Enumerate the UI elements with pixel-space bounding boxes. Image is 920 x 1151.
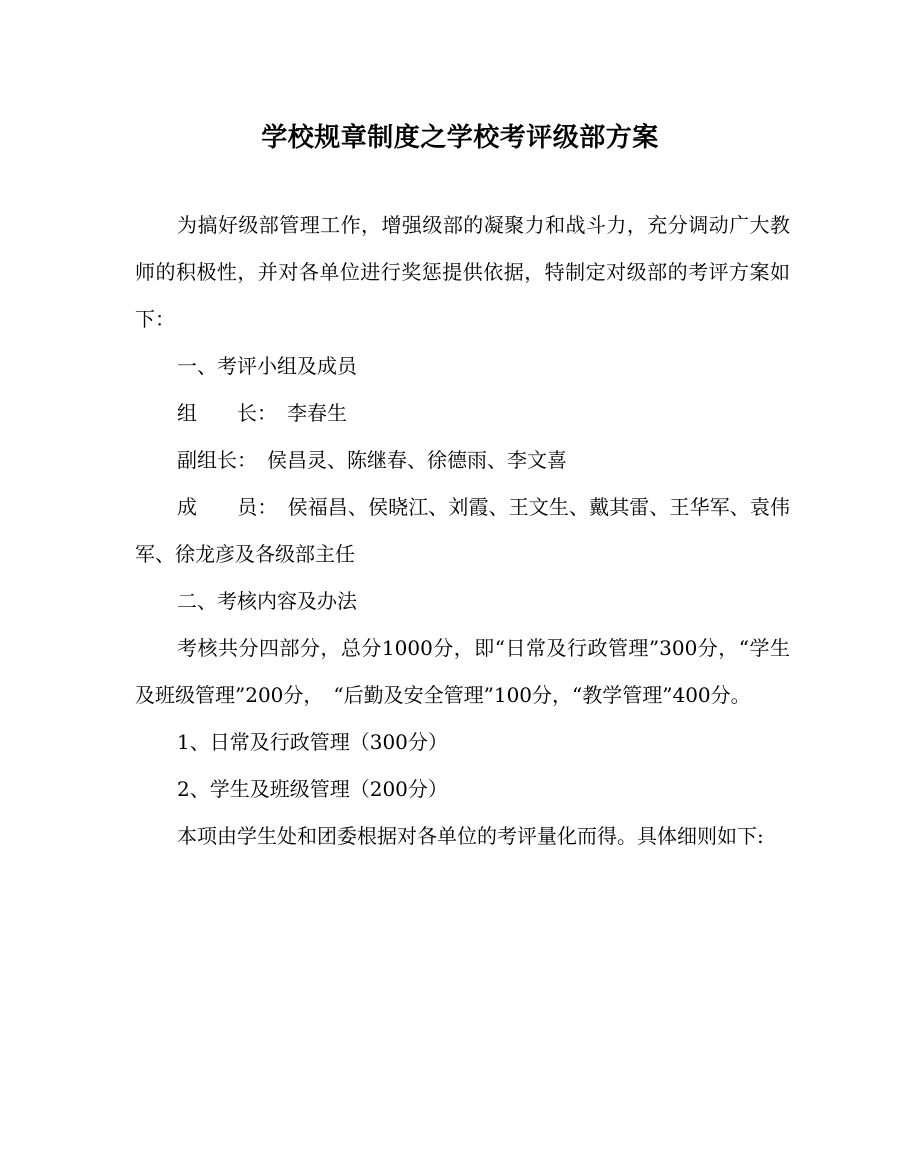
document-title: 学校规章制度之学校考评级部方案 — [261, 123, 659, 153]
intro-paragraph: 为搞好级部管理工作，增强级部的凝聚力和战斗力，充分调动广大教师的积极性，并对各单位进行奖惩提供依据，特制定对级部的考评方案如下： — [135, 213, 790, 331]
item-daily-administration: 1、日常及行政管理（300分） — [177, 730, 448, 754]
section-heading-assessment: 二、考核内容及办法 — [177, 589, 357, 613]
document-body — [135, 202, 790, 860]
assessment-overview-paragraph: 考核共分四部分，总分1000分，即“日常及行政管理”300分，“学生及班级管理”200分， “后勤及安全管理”100分，“教学管理”400分。 — [135, 636, 790, 707]
committee-leader: 组 长： 李春生 — [177, 401, 347, 425]
committee-deputy-leaders: 副组长： 侯昌灵、陈继春、徐德雨、李文喜 — [177, 448, 567, 472]
section-heading-committee: 一、考评小组及成员 — [177, 354, 357, 378]
item-student-class-management: 2、学生及班级管理（200分） — [177, 777, 448, 801]
details-intro-paragraph: 本项由学生处和团委根据对各单位的考评量化而得。具体细则如下: — [177, 824, 764, 848]
committee-members: 成 员： 侯福昌、侯晓江、刘霞、王文生、戴其雷、王华军、袁伟军、徐龙彦及各级部主任 — [135, 495, 790, 566]
